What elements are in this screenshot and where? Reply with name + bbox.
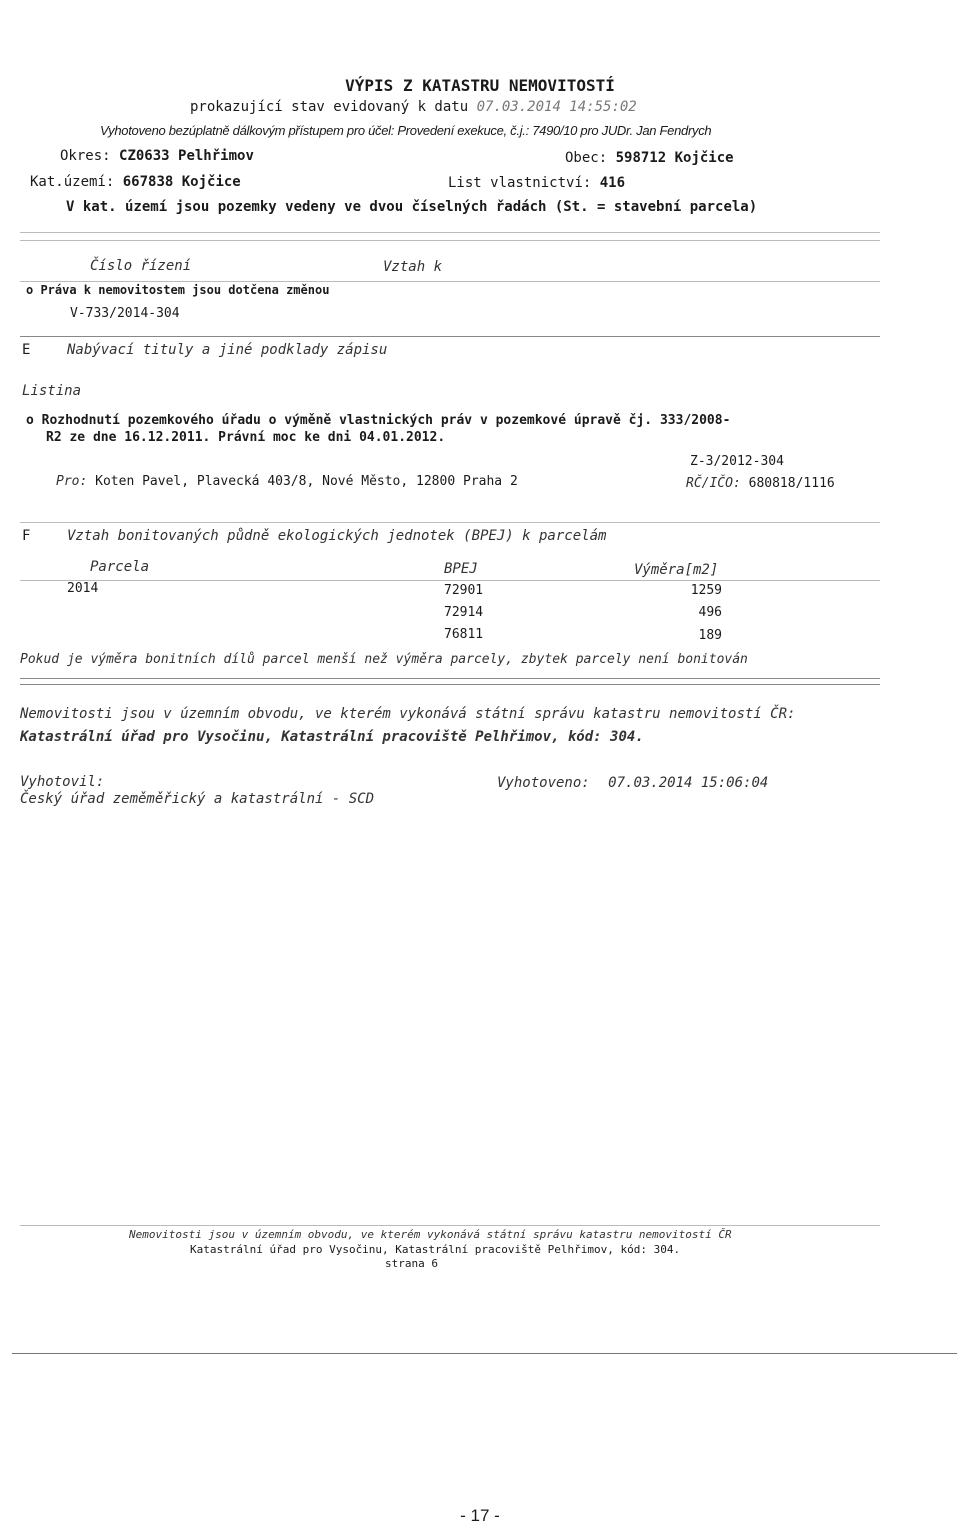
rc-value: 680818/1116 bbox=[748, 476, 835, 491]
listina-item-line2: R2 ze dne 16.12.2011. Právní moc ke dni 04.01.2012. bbox=[46, 430, 446, 445]
rizeni-col-number: Číslo řízení bbox=[90, 258, 192, 274]
section-f-letter: F bbox=[22, 528, 31, 544]
vymera-row-2: 496 bbox=[698, 605, 722, 620]
list-vlastnictvi bbox=[448, 175, 625, 191]
access-note: Vyhotoveno bezúplatně dálkovým přístupem pro účel: Provedení exekuce, č.j.: 7490/10 pro JUDr. Jan Fendrych bbox=[100, 123, 712, 138]
subtitle-date: 07.03.2014 14:55:02 bbox=[476, 99, 637, 115]
list-label: List vlastnictví: bbox=[448, 175, 592, 191]
listina-item-line1: o Rozhodnutí pozemkového úřadu o výměně vlastnických práv v pozemkové úpravě čj. 333/2008- bbox=[26, 413, 731, 428]
obec bbox=[565, 150, 734, 166]
rizeni-number: V-733/2014-304 bbox=[70, 306, 180, 321]
list-value: 416 bbox=[599, 175, 626, 191]
rc-label: RČ/IČO: bbox=[686, 476, 741, 491]
divider bbox=[20, 580, 880, 581]
section-e-title: Nabývací tituly a jiné podklady zápisu bbox=[67, 342, 388, 358]
kat-uzemi bbox=[30, 174, 241, 190]
listina-ref: Z-3/2012-304 bbox=[690, 454, 784, 469]
vymera-row-3: 189 bbox=[698, 628, 722, 643]
divider bbox=[20, 281, 880, 282]
footer-page: strana 6 bbox=[385, 1257, 438, 1270]
rizeni-item: o Práva k nemovitostem jsou dotčena změnou bbox=[26, 283, 330, 297]
bpej-row-1: 72901 bbox=[444, 583, 484, 598]
okres bbox=[60, 148, 254, 164]
page-number: - 17 - bbox=[460, 1506, 500, 1525]
pro-value: Koten Pavel, Plavecká 403/8, Nové Město, 12800 Praha 2 bbox=[95, 474, 518, 489]
divider bbox=[20, 232, 880, 233]
bonitace-note: Pokud je výměra bonitních dílů parcel menší než výměra parcely, zbytek parcely není bonitován bbox=[20, 652, 748, 667]
document-title: VÝPIS Z KATASTRU NEMOVITOSTÍ bbox=[345, 76, 615, 95]
listina-pro bbox=[56, 474, 518, 489]
office-line2: Katastrální úřad pro Vysočinu, Katastrální pracoviště Pelhřimov, kód: 304. bbox=[20, 729, 644, 745]
bpej-row-3: 76811 bbox=[444, 627, 484, 642]
parcela-value: 2014 bbox=[67, 581, 99, 596]
footer-divider bbox=[20, 1225, 880, 1226]
vyhotovil-value: Český úřad zeměměřický a katastrální - SCD bbox=[20, 791, 375, 807]
office-line1: Nemovitosti jsou v územním obvodu, ve kterém vykonává státní správu katastru nemovitostí ČR: bbox=[20, 706, 796, 722]
vyhotoveno-label: Vyhotoveno: bbox=[497, 775, 590, 791]
footer-line2: Katastrální úřad pro Vysočinu, Katastrální pracoviště Pelhřimov, kód: 304. bbox=[190, 1243, 681, 1256]
subtitle bbox=[190, 99, 637, 115]
vyhotovil-label: Vyhotovil: bbox=[20, 774, 105, 790]
divider bbox=[20, 240, 880, 241]
katuzemi-value: 667838 Kojčice bbox=[122, 174, 241, 190]
okres-label: Okres: bbox=[60, 148, 111, 164]
col-bpej: BPEJ bbox=[444, 561, 478, 577]
pro-label: Pro: bbox=[56, 474, 88, 489]
subtitle-prefix: prokazující stav evidovaný k datu bbox=[190, 99, 469, 115]
divider bbox=[20, 522, 880, 523]
vymera-row-1: 1259 bbox=[690, 583, 722, 598]
rizeni-col-relation: Vztah k bbox=[383, 259, 443, 275]
footer-line1: Nemovitosti jsou v územním obvodu, ve kterém vykonává státní správu katastru nemovitostí ČR bbox=[129, 1228, 732, 1241]
col-vymera: Výměra[m2] bbox=[634, 562, 719, 578]
page-divider bbox=[12, 1353, 957, 1354]
obec-value: 598712 Kojčice bbox=[615, 150, 734, 166]
section-e-letter: E bbox=[22, 342, 31, 358]
vyhotoveno-value: 07.03.2014 15:06:04 bbox=[608, 775, 769, 791]
bpej-row-2: 72914 bbox=[444, 605, 484, 620]
vyhotoveno bbox=[497, 775, 768, 791]
parcel-series-note: V kat. území jsou pozemky vedeny ve dvou číselných řadách (St. = stavební parcela) bbox=[66, 199, 758, 215]
obec-label: Obec: bbox=[565, 150, 608, 166]
listina-rc bbox=[686, 476, 835, 491]
divider bbox=[20, 678, 880, 679]
divider bbox=[20, 336, 880, 337]
katuzemi-label: Kat.území: bbox=[30, 174, 115, 190]
listina-label: Listina bbox=[22, 383, 82, 399]
section-f-title: Vztah bonitovaných půdně ekologických jednotek (BPEJ) k parcelám bbox=[67, 528, 607, 544]
col-parcela: Parcela bbox=[90, 559, 150, 575]
divider bbox=[20, 684, 880, 685]
okres-value: CZ0633 Pelhřimov bbox=[119, 148, 254, 164]
